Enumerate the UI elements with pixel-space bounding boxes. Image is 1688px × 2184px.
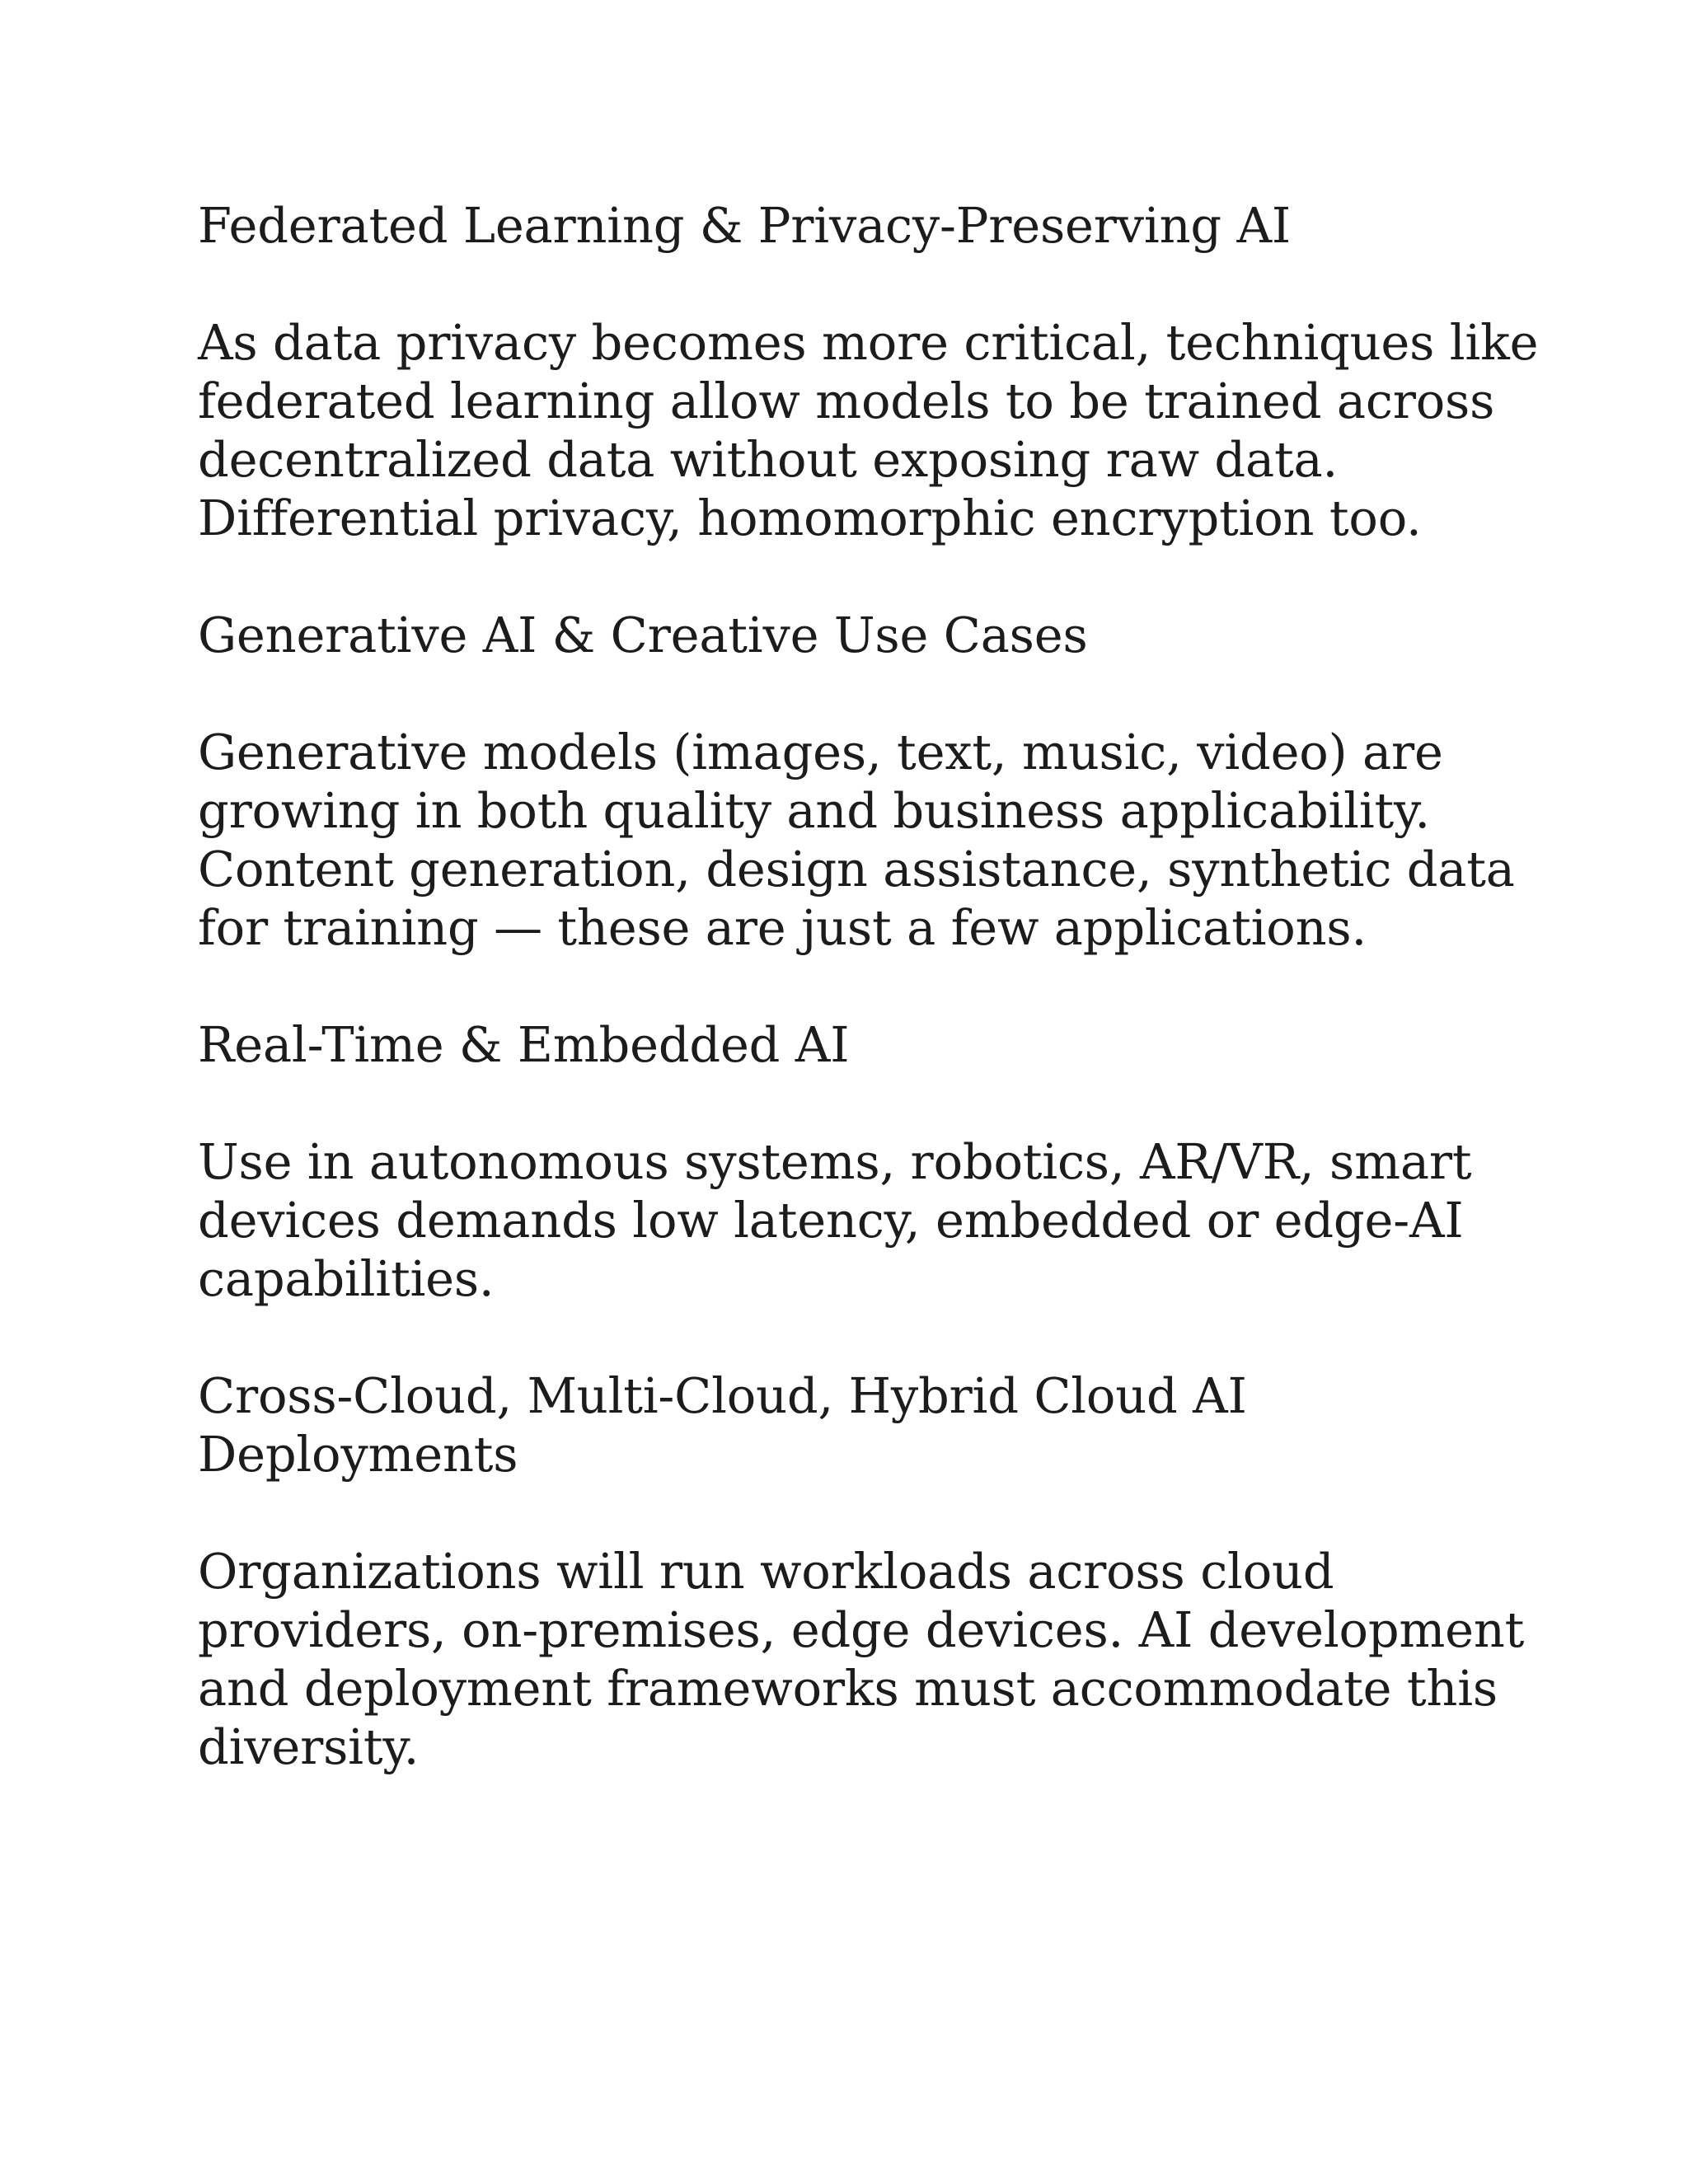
body-line: diversity. (198, 1718, 420, 1775)
section-body-real-time-ai (198, 1132, 1484, 1308)
body-line: Content generation, design assistance, synthetic data (198, 841, 1515, 898)
section-heading-federated-learning (198, 196, 1484, 255)
spacer (198, 1308, 1484, 1366)
body-line: decentralized data without exposing raw data. (198, 431, 1339, 488)
body-line: growing in both quality and business applicability. (198, 782, 1430, 839)
body-line: Generative models (images, text, music, video) are (198, 724, 1443, 780)
spacer (198, 547, 1484, 606)
body-line: federated learning allow models to be trained across (198, 373, 1495, 429)
document-content (198, 196, 1539, 1776)
section-body-federated-learning (198, 313, 1539, 547)
body-line: and deployment frameworks must accommodate this (198, 1660, 1498, 1717)
heading-line: Real-Time & Embedded AI (198, 1016, 850, 1073)
body-line: Differential privacy, homomorphic encryption too. (198, 490, 1422, 546)
body-line: Use in autonomous systems, robotics, AR/VR, smart (198, 1133, 1472, 1190)
body-line: As data privacy becomes more critical, techniques like (198, 314, 1539, 371)
heading-line: Generative AI & Creative Use Cases (198, 607, 1088, 663)
section-heading-generative-ai (198, 606, 1484, 664)
spacer (198, 664, 1484, 723)
body-line: capabilities. (198, 1250, 495, 1307)
spacer (198, 1074, 1484, 1132)
section-heading-cross-cloud-ai (198, 1366, 1484, 1483)
body-line: providers, on-premises, edge devices. AI development (198, 1601, 1525, 1658)
heading-line: Deployments (198, 1426, 518, 1483)
spacer (198, 1483, 1484, 1542)
section-body-generative-ai (198, 723, 1515, 957)
heading-line: Cross-Cloud, Multi-Cloud, Hybrid Cloud AI (198, 1367, 1247, 1424)
section-body-cross-cloud-ai (198, 1542, 1525, 1776)
spacer (198, 255, 1484, 313)
heading-line: Federated Learning & Privacy-Preserving AI (198, 197, 1292, 254)
body-line: for training — these are just a few applications. (198, 899, 1367, 956)
body-line: devices demands low latency, embedded or edge-AI (198, 1192, 1464, 1249)
section-heading-real-time-ai (198, 1015, 1484, 1074)
spacer (198, 957, 1484, 1015)
body-line: Organizations will run workloads across cloud (198, 1543, 1334, 1600)
